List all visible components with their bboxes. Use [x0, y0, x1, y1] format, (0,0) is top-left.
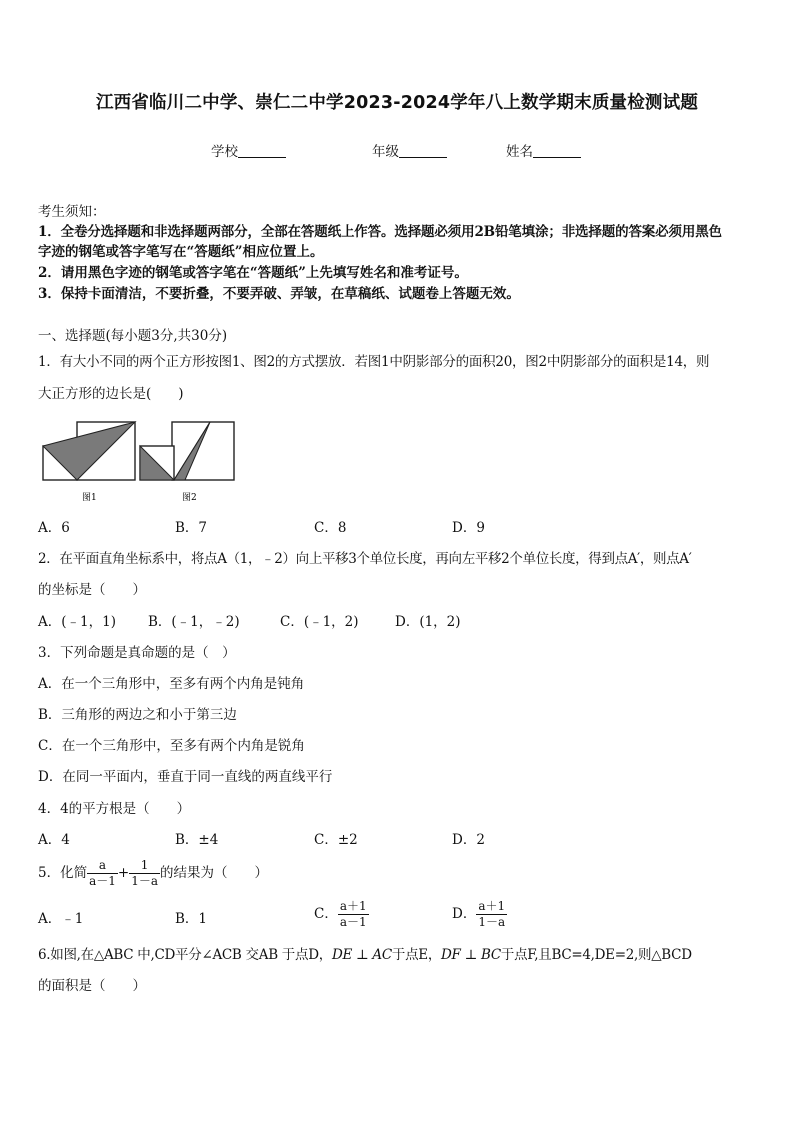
figure-2 [140, 422, 234, 480]
q1-option-b: B．7 [175, 520, 208, 536]
q2-option-a: A．(﹣1，1) [38, 614, 116, 630]
notice-item-2: 2．请用黑色字迹的钢笔或答字笔在“答题纸”上先填写姓名和准考证号。 [38, 265, 468, 281]
q5-option-b: B．1 [175, 911, 208, 927]
q3-option-b: B．三角形的两边之和小于第三边 [38, 707, 237, 723]
q6-stem-line2: 的面积是（ ） [38, 978, 146, 994]
name-field: 姓名 [506, 140, 581, 160]
grade-field: 年级 [372, 140, 447, 160]
q2-stem-line2: 的坐标是（ ） [38, 582, 146, 598]
q6-stem-line1: 6.如图,在△ABC 中,CD平分∠ACB 交AB 于点D，DE ⊥ AC于点E，DF ⊥ BC于点F,且BC=4,DE=2,则△BCD [38, 947, 692, 963]
q5-fraction-1: $\frac{a}{a-1}$ [89, 858, 116, 888]
q4-option-c: C．±2 [314, 832, 358, 848]
q5-option-c: C． $\frac{a+1}{a-1}$ [314, 899, 367, 929]
fig2-label: 图2 [182, 493, 197, 503]
fig1-label: 图1 [82, 493, 97, 503]
q1-stem-line2: 大正方形的边长是( ) [38, 386, 184, 402]
q2-option-c: C．(﹣1，2) [280, 614, 359, 630]
q4-stem: 4．4的平方根是（ ） [38, 801, 191, 817]
q1-option-c: C．8 [314, 520, 347, 536]
q4-option-a: A．4 [38, 832, 70, 848]
notice-item-1-cont: 字迹的钢笔或答字笔写在“答题纸”相应位置上。 [38, 244, 324, 260]
notice-head: 考生须知： [38, 204, 106, 220]
notice-item-3: 3．保持卡面清洁，不要折叠，不要弄破、弄皱，在草稿纸、试题卷上答题无效。 [38, 286, 520, 302]
q5-option-d: D． $\frac{a+1}{1-a}$ [452, 899, 506, 929]
q2-option-d: D．(1，2) [395, 614, 461, 630]
school-field: 学校 [211, 140, 286, 160]
grade-blank [399, 143, 447, 158]
q1-figure [40, 416, 240, 506]
q5-option-c-fraction: $\frac{a+1}{a-1}$ [339, 899, 367, 929]
q4-option-d: D．2 [452, 832, 485, 848]
q1-stem-line1: 1．有大小不同的两个正方形按图1、图2的方式摆放．若图1中阴影部分的面积20，图2中阴影部分的面积是14，则 [38, 354, 710, 370]
notice-item-1: 1．全卷分选择题和非选择题两部分，全部在答题纸上作答。选择题必须用2B铅笔填涂；非选择题的答案必须用黑色 [38, 224, 722, 240]
school-blank [238, 143, 286, 158]
q1-option-a: A．6 [38, 520, 70, 536]
q5-option-d-fraction: $\frac{a+1}{1-a}$ [478, 899, 506, 929]
q5-stem: 5．化简 $\frac{a}{a-1}$ + $\frac{1}{1-a}$ 的结果为（ ） [38, 858, 268, 888]
q3-stem: 3．下列命题是真命题的是（ ） [38, 645, 236, 661]
q3-option-a: A．在一个三角形中，至多有两个内角是钝角 [38, 676, 305, 692]
q3-option-d: D．在同一平面内，垂直于同一直线的两直线平行 [38, 769, 333, 785]
q5-option-a: A．﹣1 [38, 911, 84, 927]
section-heading: 一、选择题(每小题3分,共30分) [38, 328, 228, 344]
q5-fraction-2: $\frac{1}{1-a}$ [131, 858, 158, 888]
page-title: 江西省临川二中学、崇仁二中学2023-2024学年八上数学期末质量检测试题 [95, 93, 699, 113]
q3-option-c: C．在一个三角形中，至多有两个内角是锐角 [38, 738, 305, 754]
q4-option-b: B．±4 [175, 832, 219, 848]
q1-option-d: D．9 [452, 520, 485, 536]
q2-stem-line1: 2．在平面直角坐标系中，将点A（1，﹣2）向上平移3个单位长度，再向左平移2个单位长度，得到点A′，则点A′ [38, 551, 692, 567]
figure-1 [43, 422, 135, 480]
name-blank [533, 143, 581, 158]
q2-option-b: B．(﹣1，﹣2) [148, 614, 240, 630]
